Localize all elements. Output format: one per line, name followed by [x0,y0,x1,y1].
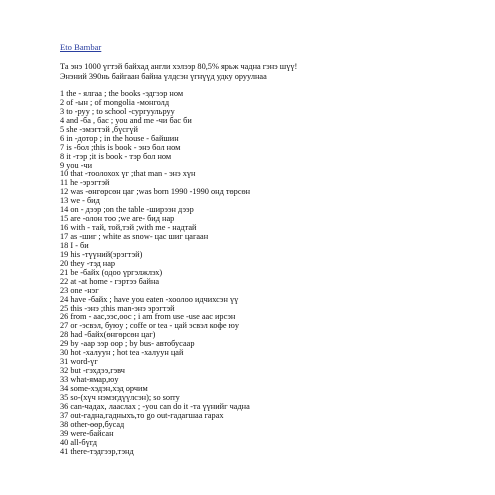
word-list [60,90,480,456]
list-item: 8 it -тэр ;it is book - тэр бол ном [60,151,172,161]
list-item: 16 with - тай, той,тэй ;with me - надтай [60,223,197,233]
list-item: 5 she -эмэгтэй ,бүсгүй [60,124,138,134]
list-item: 15 are -олон тоо ;we are- бид нар [60,214,175,224]
list-item: 29 by -аар ээр оор ; by bus- автобусаар [60,339,195,349]
list-item: 22 at -at home - гэртээ байна [60,276,160,286]
list-item: 20 they -тэд нар [60,258,116,268]
list-item: 34 some-хэдэн,хэд орчим [60,383,148,393]
list-item: 38 other-өөр,бусад [60,419,125,429]
list-item: 10 that -тоолохох үг ;that man - энэ хүн [60,169,196,179]
list-item: 41 there-тэдгээр,тэнд [60,446,134,456]
list-item: 4 and -ба , бас ; you and me -чи бас би [60,115,192,125]
list-item: 40 all-бүгд [60,437,98,447]
intro-line: Та энэ 1000 үгтэй байхад англи хэлээр 80,5% ярьж чадна гэнэ шүү! [60,62,298,71]
list-item: 6 in -дотор ; in the house - байшин [60,133,179,143]
list-item: 25 this -энэ ;this man-энэ эрэгтэй [60,303,175,313]
intro-paragraph [60,62,470,83]
list-item: 27 or -эсвэл, буюу ; coffe or tea - цай эсвэл кофе юу [60,321,240,331]
list-item: 9 you -чи [60,160,93,170]
author-link[interactable]: Eto Bambar [60,42,102,52]
list-item: 11 he -эрэгтэй [60,178,110,188]
list-item: 39 were-байсан [60,428,114,438]
list-item: 7 is -бол ;this is book - энэ бол ном [60,142,181,152]
list-item: 17 as -шиг ; white as snow- цас шиг цагаан [60,232,209,241]
list-item: 1 the - ялгаа ; the books -эдгээр ном [60,89,184,98]
list-item: 26 from - аас,ээс,оос ; i am from use -use аас ирсэн [60,312,236,322]
list-item: 2 of -ын ; of mongolia -монголд [60,97,170,107]
list-item: 37 out-гадна,гадныхъ,то go out-гадагшаа гарах [60,410,224,420]
list-item: 28 had -байх(өнгөрсөн цаг) [60,330,156,340]
list-item: 13 we - бид [60,196,100,206]
list-item: 14 on - дээр ;on the table -ширээн дээр [60,205,194,215]
list-item: 30 hot -халуун ; hot tea -халуун цай [60,348,184,358]
list-item: 21 be -байх (одоо үргэлжлэх) [60,267,163,277]
list-item: 32 but -гэхдээ,гэвч [60,366,125,376]
list-item: 35 so-(хүч нэмэгдүүлсэн); so sorry [60,392,180,402]
list-item: 19 his -түүний(эрэгтэй) [60,249,143,259]
intro-line: Энэний 390нь байгаан байна үлдсэн үгнүүд удку оруулнаа [60,72,267,82]
list-item: 23 one -нэг [60,285,99,295]
list-item: 31 word-үг [60,357,98,367]
list-item: 12 was -өнгөрсөн цаг ;was born 1990 -1990 онд төрсөн [60,187,251,197]
list-item: 33 what-ямар,юу [60,375,119,384]
list-item: 18 I - би [60,240,89,250]
list-item: 36 can-чадах, лааслах ; -you can do it -та үүнийг чадна [60,401,250,411]
list-item: 24 have -байх ; have you eaten -хоолоо идчихсэн үү [60,294,239,304]
list-item: 3 to -руу ; to school -сургуульруу [60,106,175,116]
